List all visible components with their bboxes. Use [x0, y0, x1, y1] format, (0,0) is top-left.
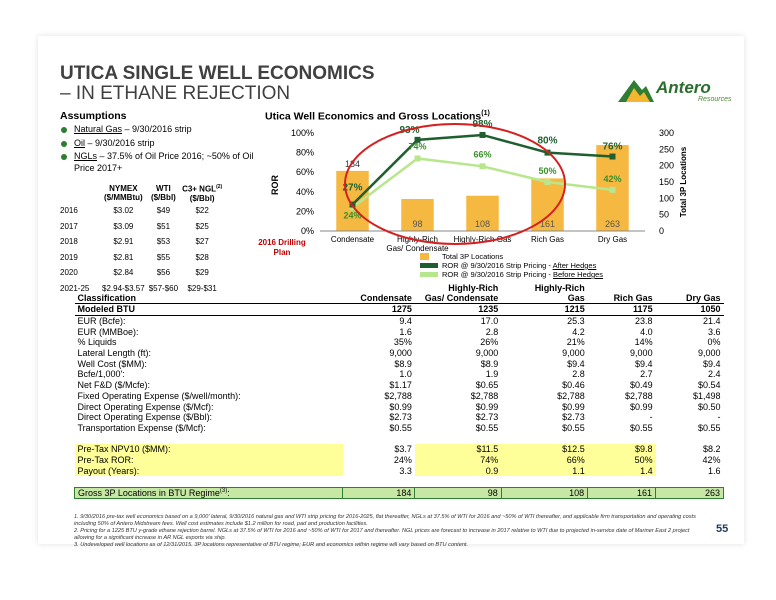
logo-subtext: Resources	[698, 96, 732, 103]
x-tick-label: Condensate	[330, 235, 375, 244]
econ-cell: % Liquids	[77, 337, 117, 348]
econ-cell: Bcfe/1,000':	[77, 369, 125, 380]
econ-cell: $2.73	[475, 412, 499, 423]
legend-text-underlined: After Hedges	[552, 261, 597, 270]
econ-cell: 50%	[588, 455, 656, 466]
legend-swatch	[420, 272, 438, 277]
price-header-cell: $C3+ NGL^{(2)}$ ($/Bbl)	[182, 184, 223, 203]
price-cell: $27	[195, 237, 209, 247]
econ-cell: $9.4	[635, 358, 653, 369]
bar-value-label: 98	[412, 219, 423, 229]
econ-cell: 263	[656, 487, 724, 499]
econ-cell: 14%	[634, 337, 653, 348]
y-tick-label: 40%	[295, 186, 314, 197]
y2-tick-label: 200	[659, 160, 675, 171]
drilling-plan-annotation: 2016 Drilling Plan	[258, 238, 306, 257]
legend-item	[420, 252, 603, 261]
chart-legend	[420, 252, 603, 279]
logo-wordmark: Antero	[656, 78, 711, 97]
price-cell: 2018	[60, 237, 78, 247]
legend-text: Total 3P Locations	[442, 252, 504, 261]
x-tick-label: Rich Gas	[531, 235, 564, 244]
econ-cell: $11.5	[415, 444, 501, 455]
econ-cell: 42%	[702, 454, 721, 465]
econ-cell: 1.6	[399, 326, 412, 337]
econ-cell: $0.99	[475, 401, 499, 412]
econ-cell: $0.55	[389, 422, 412, 433]
econ-cell: 1275	[343, 304, 415, 316]
after-hedges-label: 80%	[537, 135, 558, 147]
econ-cell: 161	[588, 487, 656, 499]
econ-cell: Well Cost ($MM):	[77, 358, 147, 369]
econ-cell: 2.7	[640, 369, 653, 380]
econ-cell: $2,788	[557, 390, 585, 401]
y-tick-label: 20%	[295, 206, 314, 217]
price-cell: $28	[195, 252, 209, 262]
y-tick-label: 80%	[295, 147, 314, 158]
econ-cell: $0.55	[630, 422, 653, 433]
after-hedges-label: 27%	[342, 182, 363, 194]
econ-cell: 1.1	[501, 465, 587, 476]
price-cell: $3.09	[113, 221, 134, 231]
econ-cell: 24%	[393, 454, 412, 465]
legend-item	[420, 270, 603, 279]
econ-cell: 4.2	[572, 326, 585, 337]
price-cell: $29	[195, 268, 209, 278]
econ-cell: $2,788	[470, 390, 499, 401]
econ-cell: $0.99	[562, 401, 585, 412]
econ-cell: 108	[501, 487, 587, 499]
econ-cell: $2.73	[562, 412, 585, 423]
assumption-key: NGLs	[74, 151, 98, 161]
legend-swatch	[420, 253, 429, 260]
econ-cell: 74%	[415, 455, 501, 466]
econ-cell: 23.8	[635, 316, 653, 327]
econ-cell: 66%	[501, 455, 587, 466]
econ-cell: 25.3	[567, 316, 585, 327]
econ-cell: $0.49	[630, 380, 653, 391]
econ-row	[75, 358, 724, 369]
econ-cell: 35%	[393, 337, 412, 348]
price-cell: $22	[195, 205, 209, 215]
econ-cell: Direct Operating Expense ($/Bbl):	[77, 412, 213, 423]
econ-cell: Fixed Operating Expense ($/well/month):	[77, 390, 241, 401]
legend-swatch	[420, 263, 438, 268]
econ-cell: Gross 3P Locations in BTU Regime$^{(3)}$:	[75, 487, 343, 499]
line-point	[545, 179, 551, 185]
price-cell: 2016	[60, 205, 78, 215]
econ-highlight-row	[75, 465, 724, 476]
y2-tick-label: 100	[659, 193, 675, 204]
footnote: 2. Pricing for a 1225 BTU y-grade ethane rejection barrel. NGLs at 37.5% of WTI for 2016 and ~50% of WTI for 2017 and thereafter. NGL prices are forecast to increase in 2017 relative to WTI due to projected in-service date of Mariner East 2 project allowing for a significant increase in AR NGL exports via ship.	[74, 528, 690, 541]
econ-cell: Pre-Tax ROR:	[75, 455, 343, 466]
econ-row	[75, 315, 724, 326]
econ-cell: $0.55	[475, 422, 499, 433]
econ-cell: 2.4	[707, 369, 721, 380]
assumption-key: Natural Gas	[74, 124, 123, 134]
before-hedges-label: 50%	[538, 166, 557, 176]
price-cell: $29-$31	[187, 283, 217, 293]
econ-cell: $8.9	[394, 358, 412, 369]
econ-cell: $0.55	[697, 422, 721, 433]
econ-cell: 3.3	[399, 465, 412, 476]
econ-row	[75, 380, 724, 391]
assumption-key: Oil	[74, 137, 85, 148]
price-cell: $51	[156, 221, 171, 231]
econ-cell: $2,788	[625, 390, 653, 401]
y-tick-label: 0%	[300, 226, 314, 236]
econ-cell: 1050	[656, 304, 724, 316]
price-cell: $2.84	[113, 268, 134, 278]
before-hedges-label: 42%	[603, 173, 622, 184]
econ-cell: 0%	[707, 337, 721, 348]
bar-value-label: 108	[474, 219, 491, 229]
econ-cell: 1.0	[399, 369, 412, 380]
before-hedges-label: 66%	[473, 149, 492, 160]
econ-cell: 184	[343, 487, 415, 499]
footnote: 3. Undeveloped well locations as of 12/31/2015. 3P locations representative of BTU regime; EUR and economics within regime will vary based on BTU content.	[74, 542, 469, 548]
after-hedges-label: 93%	[399, 124, 420, 136]
y2-tick-label: 0	[659, 226, 665, 236]
econ-cell: 21.4	[702, 316, 721, 327]
econ-cell: 0.9	[415, 465, 501, 476]
econ-row	[75, 401, 724, 412]
x-tick-label-line2: Gas/ Condensate	[386, 244, 449, 253]
after-hedges-label: 76%	[602, 141, 623, 153]
assumption-text: – 9/30/2016 strip	[85, 137, 155, 148]
econ-cell: 2.8	[572, 369, 585, 380]
modeled-btu-row	[75, 304, 724, 316]
x-tick-label: Highly-Rich	[397, 235, 438, 244]
econ-cell: $8.9	[480, 358, 499, 369]
econ-cell: $9.4	[702, 358, 721, 369]
before-hedges-label: 74%	[408, 141, 427, 152]
y2-axis-label: Total 3P Locations	[679, 146, 688, 218]
assumption-text: – 37.5% of Oil Price 2016; ~50% of Oil Price 2017+	[74, 151, 254, 173]
line-point	[610, 154, 616, 160]
econ-cell: 1215	[501, 304, 587, 316]
chart-title: Utica Well Economics and Gross Locations$^{(1)}$	[265, 110, 490, 123]
econ-highlight-row	[75, 455, 724, 466]
econ-cell: $9.8	[588, 444, 656, 455]
spacer-row	[75, 476, 724, 487]
econ-row	[75, 348, 724, 359]
x-tick-label: Highly-Rich Gas	[453, 235, 512, 244]
econ-row	[75, 391, 724, 402]
price-cell: $57-$60	[148, 283, 179, 293]
y-tick-label: 60%	[295, 167, 314, 178]
econ-cell: 9,000	[562, 348, 585, 359]
y2-tick-label: 300	[659, 128, 675, 138]
econ-row	[75, 369, 724, 380]
econ-cell: $0.99	[630, 401, 653, 412]
legend-item	[420, 261, 603, 270]
econ-cell: $0.99	[389, 401, 412, 412]
econ-cell: 2.8	[485, 326, 499, 337]
econ-row	[75, 326, 724, 337]
econ-cell: Direct Operating Expense ($/Mcf):	[77, 401, 214, 412]
price-cell: $25	[195, 221, 209, 231]
y-axis-label: ROR	[270, 175, 280, 195]
econ-cell: Transportation Expense ($/Mcf):	[77, 422, 206, 433]
econ-cell: 98	[415, 487, 501, 499]
price-cell: $53	[156, 237, 171, 247]
econ-header-cell: Classification	[75, 283, 343, 304]
econ-cell: 9,000	[697, 348, 721, 359]
location-bar	[336, 171, 369, 231]
price-cell: 2017	[60, 221, 78, 231]
econ-cell: $0.54	[697, 380, 721, 391]
legend-text: ROR @ 9/30/2016 Strip Pricing -	[442, 270, 553, 279]
econ-cell: -	[717, 412, 721, 423]
price-cell: 2019	[60, 252, 78, 262]
econ-cell: $12.5	[501, 444, 587, 455]
econ-header-cell: Highly-Rich Gas/ Condensate	[415, 283, 501, 304]
y2-tick-label: 250	[659, 144, 675, 155]
price-cell: $2.91	[113, 237, 134, 247]
econ-header-row	[75, 283, 724, 304]
econ-cell: 26%	[480, 337, 499, 348]
after-hedges-label: 98%	[472, 118, 493, 130]
econ-cell: $9.4	[567, 358, 585, 369]
econ-header-cell: Highly-Rich Gas	[501, 283, 587, 304]
econ-row	[75, 412, 724, 423]
page-number: 55	[716, 523, 729, 535]
econ-cell: -	[649, 412, 653, 423]
line-point	[610, 187, 616, 193]
econ-cell: $2,788	[384, 390, 412, 401]
price-cell: $49	[156, 205, 171, 215]
econ-cell: $3.7	[394, 444, 412, 455]
econ-cell: $2.73	[389, 412, 412, 423]
econ-cell: 17.0	[480, 316, 499, 327]
bar-value-label: 161	[539, 219, 556, 229]
econ-cell: $1.17	[389, 380, 412, 391]
assumption-text: – 9/30/2016 strip	[122, 124, 192, 134]
econ-cell: 1.4	[588, 465, 656, 476]
page-title: UTICA SINGLE WELL ECONOMICS – IN ETHANE REJECTION	[60, 63, 375, 104]
econ-header-cell: Condensate	[343, 283, 415, 304]
econ-cell: Payout (Years):	[75, 465, 343, 476]
econ-cell: Modeled BTU	[75, 304, 343, 316]
econ-cell: 9,000	[475, 348, 499, 359]
econ-cell: $8.2	[702, 444, 721, 455]
econ-cell: 9,000	[389, 348, 412, 359]
econ-cell: 9,000	[630, 348, 653, 359]
price-cell: $55	[156, 252, 171, 262]
econ-cell: EUR (MMBoe):	[77, 326, 139, 337]
econ-cell: 1175	[588, 304, 656, 316]
price-header-cell: NYMEX ($/MMBtu)	[104, 183, 143, 202]
price-cell: $2.81	[113, 252, 134, 262]
spacer-row	[75, 433, 724, 444]
footnote: 1. 9/30/2016 pre-tax well economics based on a 9,000' lateral, 9/30/2016 natural gas and WTI strip pricing for 2016-2025, flat thereafter, NGLs at 37.5% of WTI for 2016 and ~50% of WTI thereafter, and applicable firm transportation and operating costs including 50% of Antero Midstream fees. Well cost estimates include $1.2 million for road, pad and production facilities.	[74, 514, 696, 527]
x-tick-label: Dry Gas	[597, 235, 628, 244]
line-point	[480, 132, 486, 138]
econ-cell: $0.50	[697, 401, 721, 412]
econ-cell: 1235	[415, 304, 501, 316]
price-header-cell: WTI ($/Bbl)	[150, 183, 176, 202]
econ-cell: Pre-Tax NPV10 ($MM):	[75, 444, 343, 455]
price-cell: $2.94-$3.57	[102, 283, 145, 293]
assumptions-title: Assumptions	[60, 110, 127, 122]
line-point	[480, 163, 486, 169]
econ-cell: EUR (Bcfe):	[77, 316, 126, 327]
y-tick-label: 100%	[290, 128, 314, 138]
econ-cell: 1.9	[485, 369, 499, 380]
econ-cell: $0.65	[475, 380, 499, 391]
gross-locations-row	[75, 487, 724, 499]
price-cell: $3.02	[113, 205, 134, 215]
ror-after-hedges-line	[353, 135, 613, 205]
econ-cell: $1,498	[692, 390, 721, 401]
footnotes	[74, 514, 699, 549]
legend-text: ROR @ 9/30/2016 Strip Pricing -	[442, 261, 553, 270]
economics-table	[74, 283, 724, 499]
econ-cell: 9.4	[399, 316, 412, 327]
econ-cell: $0.46	[562, 380, 585, 391]
price-cell: $56	[156, 268, 171, 278]
econ-cell: 3.6	[707, 326, 721, 337]
before-hedges-label: 24%	[343, 210, 362, 221]
price-cell: 2021-25	[60, 283, 90, 293]
bar-value-label: 263	[604, 219, 621, 229]
econ-cell: 21%	[566, 337, 585, 348]
econ-row	[75, 337, 724, 348]
price-cell: 2020	[60, 268, 78, 278]
econ-row	[75, 423, 724, 434]
econ-cell: Lateral Length (ft):	[77, 348, 152, 359]
line-point	[415, 155, 421, 161]
econ-highlight-row	[75, 444, 724, 455]
legend-text-underlined: Before Hedges	[553, 270, 604, 279]
econ-cell: 1.6	[707, 465, 721, 476]
econ-header-cell: Dry Gas	[656, 283, 724, 304]
y2-tick-label: 150	[659, 177, 675, 187]
econ-cell: Net F&D ($/Mcfe):	[77, 380, 151, 391]
econ-header-cell: Rich Gas	[588, 283, 656, 304]
econ-cell: $0.55	[562, 422, 585, 433]
y2-tick-label: 50	[659, 209, 670, 220]
bar-value-label: 184	[344, 158, 361, 169]
econ-cell: 4.0	[640, 326, 653, 337]
